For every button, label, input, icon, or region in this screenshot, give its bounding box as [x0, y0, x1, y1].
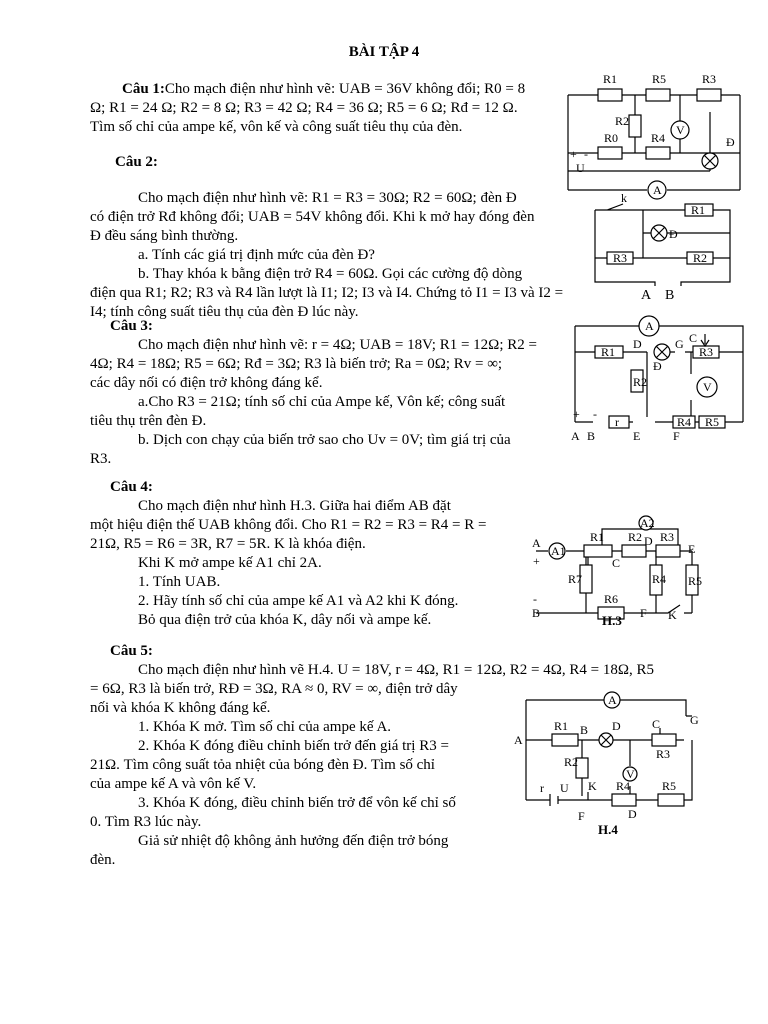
question-4-line-4: Khi K mở ampe kế A1 chỉ 2A.	[138, 555, 322, 571]
question-5-heading: Câu 5:	[110, 643, 153, 659]
question-2-line-2: có điện trở Rđ không đổi; UAB = 54V không đổi. Khi k mở hay đóng đèn	[90, 209, 535, 225]
diagram-label: A	[571, 429, 580, 443]
resistor-r0	[598, 147, 622, 159]
diagram-label: D	[612, 719, 621, 733]
diagram-label: R4	[677, 415, 692, 429]
resistor-r2	[629, 115, 641, 137]
diagram-label: D	[628, 807, 637, 821]
diagram-label: F	[673, 429, 680, 443]
diagram-label: A	[514, 733, 523, 747]
diagram-label: D	[644, 534, 653, 548]
diagram-label: R5	[662, 779, 677, 793]
diagram-label: K	[668, 608, 677, 622]
diagram-label: R4	[651, 131, 666, 145]
diagram-label: R5	[705, 415, 720, 429]
question-4-line-5: 1. Tính UAB.	[138, 574, 221, 590]
question-3-line-6: b. Dịch con chạy của biến trở sao cho Uv = 0V; tìm giá trị của	[138, 432, 511, 448]
diagram-label: -	[593, 407, 597, 421]
diagram-label: V	[676, 123, 685, 137]
diagram-label: V	[626, 767, 635, 781]
question-3-line-5: tiêu thụ trên đèn Đ.	[90, 413, 207, 429]
circuit-diagram-4	[528, 515, 713, 630]
question-3-line-1: Cho mạch điện như hình vẽ: r = 4Ω; UAB = 18V; R1 = 12Ω; R2 =	[138, 337, 537, 353]
question-2-line-6: điện qua R1; R2; R3 và R4 lần lượt là I1; I2; I3 và I4. Chứng tỏ I1 = I3 và I2 =	[90, 285, 564, 301]
circuit-diagram-2	[585, 190, 745, 302]
question-2-line-3: Đ đều sáng bình thường.	[90, 228, 239, 244]
question-3-line-4: a.Cho R3 = 21Ω; tính số chỉ của Ampe kế, Vôn kế; công suất	[138, 394, 506, 410]
diagram-label: R1	[603, 72, 618, 86]
diagram-label: R3	[702, 72, 717, 86]
question-5-line-10: Giả sử nhiệt độ không ảnh hưởng đến điện trở bóng	[138, 833, 449, 849]
diagram-label: Đ	[653, 359, 662, 373]
diagram-label: R4	[616, 779, 631, 793]
question-4-line-6: 2. Hãy tính số chỉ của ampe kế A1 và A2 khi K đóng.	[138, 593, 459, 609]
question-1-heading: Câu 1:	[122, 81, 165, 97]
diagram-label: R4	[652, 572, 667, 586]
diagram-label: G	[675, 337, 684, 351]
diagram-label: R1	[601, 345, 616, 359]
diagram-label: R2	[693, 251, 708, 265]
question-1-line-3: Tìm số chỉ của ampe kế, vôn kế và công suất tiêu thụ của đèn.	[90, 119, 463, 135]
question-4-heading: Câu 4:	[110, 479, 153, 495]
diagram-label: -	[533, 592, 537, 606]
resistor-r4	[612, 794, 636, 806]
diagram-label: H.4	[598, 822, 618, 837]
question-2-line-1: Cho mạch điện như hình vẽ: R1 = R3 = 30Ω; R2 = 60Ω; đèn Đ	[138, 190, 517, 206]
diagram-label: R2	[628, 530, 643, 544]
diagram-label: F	[578, 809, 585, 823]
diagram-label: R2	[633, 375, 648, 389]
question-2-line-4: a. Tính các giá trị định mức của đèn Đ?	[138, 247, 375, 263]
resistor-r5	[646, 89, 670, 101]
diagram-label: R1	[691, 203, 706, 217]
diagram-label: G	[690, 713, 699, 727]
question-5-line-6: 21Ω. Tìm công suất tỏa nhiệt của bóng đèn Đ. Tìm số chỉ	[90, 757, 435, 773]
question-3-line-2: 4Ω; R4 = 18Ω; R5 = 6Ω; Rđ = 3Ω; R3 là biến trở; Ra = 0Ω; Rv = ∞;	[90, 356, 503, 372]
diagram-label: -	[584, 147, 588, 161]
diagram-label: A2	[640, 516, 655, 530]
diagram-label: A	[608, 693, 617, 707]
diagram-label: A	[641, 288, 652, 303]
question-5-line-2: = 6Ω, R3 là biến trở, RĐ = 3Ω, RA ≈ 0, RV = ∞, điện trở dây	[90, 681, 458, 697]
diagram-label: V	[703, 380, 712, 394]
diagram-label: +	[573, 407, 580, 421]
diagram-label: B	[587, 429, 596, 443]
question-4-line-3: 21Ω, R5 = R6 = 3R, R7 = 5R. K là khóa điện.	[90, 536, 366, 552]
circuit-diagram-5	[512, 688, 707, 840]
diagram-label: D	[633, 337, 642, 351]
question-2-line-5: b. Thay khóa k bằng điện trở R4 = 60Ω. Gọi các cường độ dòng	[138, 266, 523, 282]
diagram-label: K	[588, 779, 597, 793]
diagram-label: E	[633, 429, 641, 443]
question-5-line-9: 0. Tìm R3 lúc này.	[90, 814, 202, 830]
resistor-r4	[646, 147, 670, 159]
diagram-label: k	[621, 191, 627, 205]
diagram-label: R3	[699, 345, 714, 359]
diagram-label: C	[612, 556, 621, 570]
resistor-r1	[598, 89, 622, 101]
diagram-label: R1	[554, 719, 569, 733]
question-3-heading: Câu 3:	[110, 318, 153, 334]
diagram-label: F	[640, 606, 647, 620]
question-5-line-3: nối và khóa K không đáng kể.	[90, 700, 271, 716]
question-4-line-7: Bỏ qua điện trở của khóa K, dây nối và ampe kế.	[138, 612, 432, 628]
diagram-label: H.3	[602, 613, 622, 628]
diagram-label: R5	[652, 72, 667, 86]
question-2-heading: Câu 2:	[115, 154, 158, 170]
resistor-r1	[584, 545, 612, 557]
diagram-label: E	[688, 542, 696, 556]
question-1-line-2: Ω; R1 = 24 Ω; R2 = 8 Ω; R3 = 42 Ω; R4 = 36 Ω; R5 = 6 Ω; Rđ = 12 Ω.	[90, 100, 518, 116]
diagram-label: R3	[656, 747, 671, 761]
resistor-r3	[652, 734, 676, 746]
question-3-line-7: R3.	[90, 451, 112, 467]
question-3-line-3: các dây nối có điện trở không đáng kể.	[90, 375, 323, 391]
diagram-label: R1	[590, 530, 605, 544]
circuit-diagram-1	[560, 68, 750, 198]
diagram-label: A	[532, 536, 541, 550]
diagram-label: R3	[613, 251, 628, 265]
question-5-line-11: đèn.	[90, 852, 116, 868]
diagram-label: +	[533, 554, 540, 568]
diagram-label: R2	[615, 114, 630, 128]
resistor-r	[609, 416, 629, 428]
question-1-line-1: Câu 1:Cho mạch điện như hình vẽ: UAB = 36V không đổi; R0 = 8	[122, 81, 526, 97]
question-5-line-1: Cho mạch điện như hình vẽ H.4. U = 18V, r = 4Ω, R1 = 12Ω, R2 = 4Ω, R4 = 18Ω, R5	[138, 662, 654, 678]
diagram-label: A	[645, 319, 654, 333]
question-4-line-2: một hiệu điện thế UAB không đổi. Cho R1 = R2 = R3 = R4 = R =	[90, 517, 487, 533]
resistor-r5	[658, 794, 684, 806]
resistor-r3	[656, 545, 680, 557]
diagram-label: A1	[551, 544, 566, 558]
diagram-label: R3	[660, 530, 675, 544]
diagram-label: C	[652, 717, 661, 731]
diagram-label: r	[540, 781, 544, 795]
circuit-diagram-3	[565, 312, 755, 447]
diagram-label: U	[576, 161, 585, 175]
resistor-r2	[622, 545, 646, 557]
diagram-label: R6	[604, 592, 619, 606]
diagram-label: A	[653, 183, 662, 197]
diagram-label: R5	[688, 574, 703, 588]
diagram-label: U	[560, 781, 569, 795]
question-5-line-7: của ampe kế A và vôn kế V.	[90, 776, 257, 792]
question-5-line-5: 2. Khóa K đóng điều chỉnh biến trở đến giá trị R3 =	[138, 738, 449, 754]
diagram-label: Đ	[726, 135, 735, 149]
diagram-label: B	[532, 606, 541, 620]
diagram-label: C	[689, 331, 698, 345]
question-5-line-8: 3. Khóa K đóng, điều chỉnh biến trở để vôn kế chỉ số	[138, 795, 456, 811]
question-4-line-1: Cho mạch điện như hình H.3. Giữa hai điểm AB đặt	[138, 498, 451, 514]
diagram-label: +	[570, 147, 577, 161]
diagram-label: R0	[604, 131, 619, 145]
diagram-label: Đ	[669, 227, 678, 241]
question-2-line-7: I4; tính công suất tiêu thụ của đèn Đ lúc này.	[90, 304, 359, 320]
resistor-r3	[697, 89, 721, 101]
diagram-label: R2	[564, 755, 579, 769]
diagram-label: r	[615, 415, 619, 429]
diagram-label: B	[665, 288, 675, 303]
question-5-line-4: 1. Khóa K mở. Tìm số chỉ của ampe kế A.	[138, 719, 392, 735]
page-title: BÀI TẬP 4	[348, 44, 420, 60]
diagram-label: B	[580, 723, 589, 737]
resistor-r1	[552, 734, 578, 746]
diagram-label: R7	[568, 572, 583, 586]
